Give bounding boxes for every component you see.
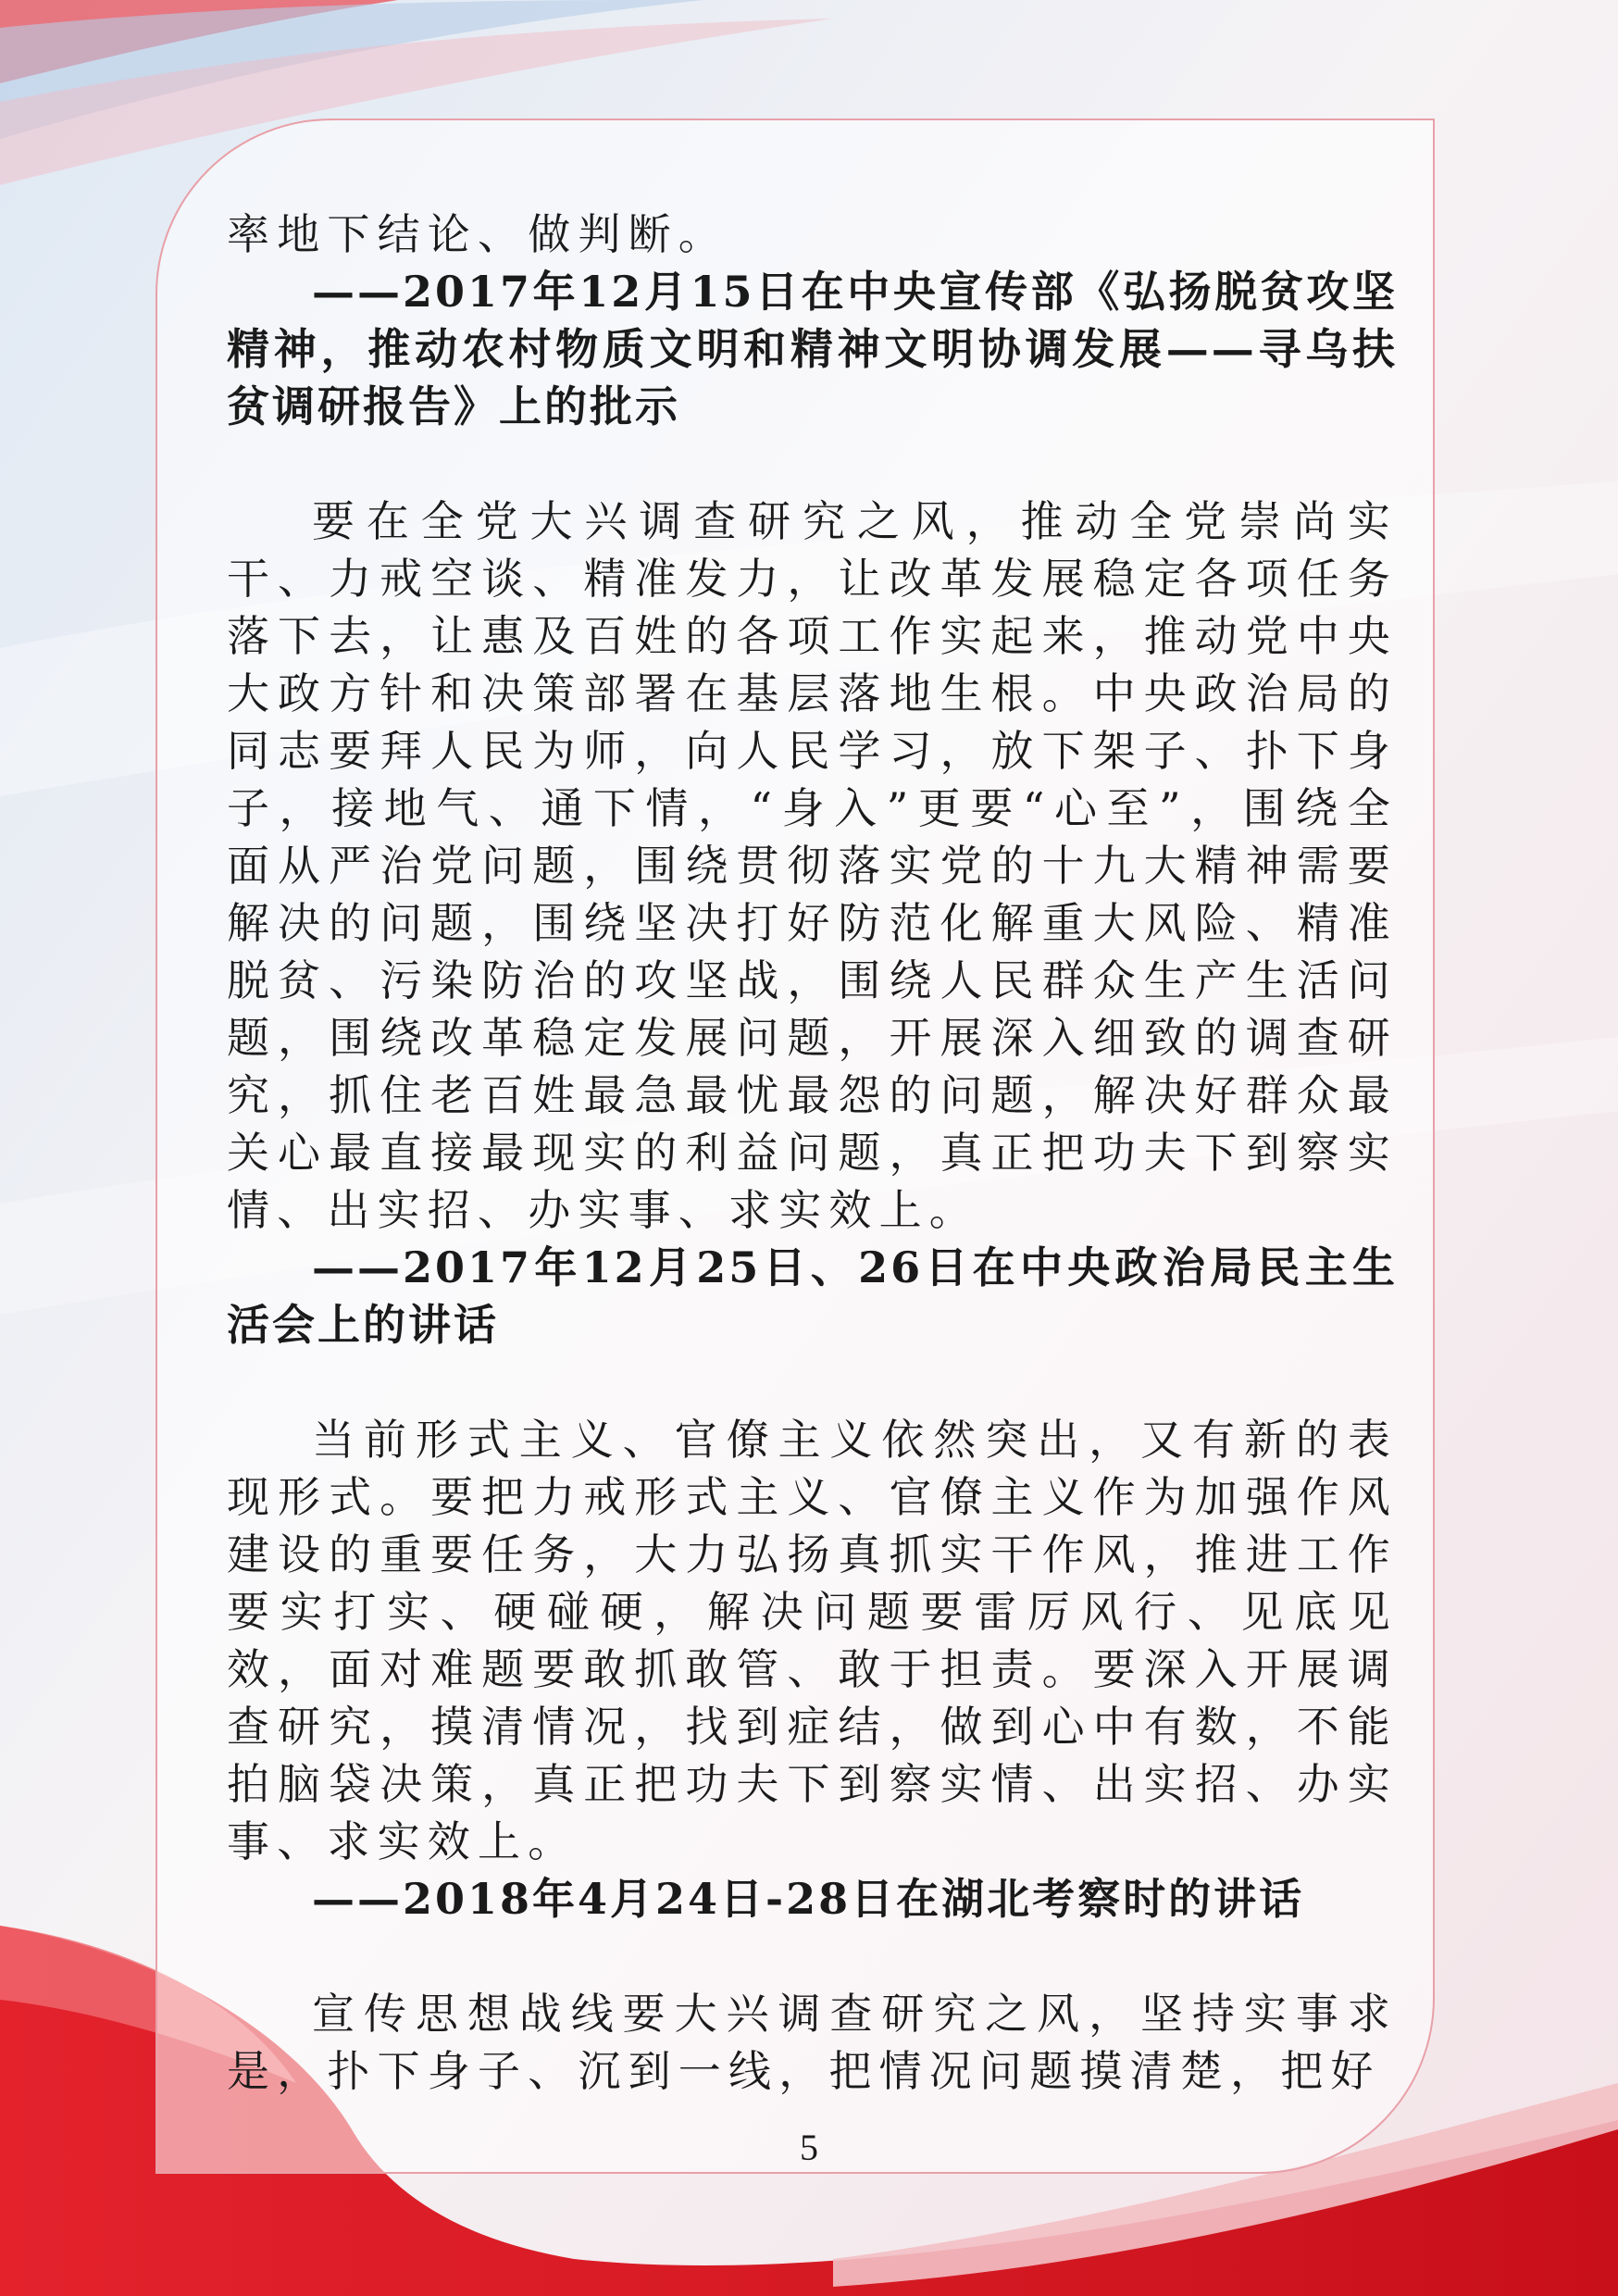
paragraph-gap	[227, 435, 1398, 493]
source-citation: ——2017年12月15日在中央宣传部《弘扬脱贫攻坚精神，推动农村物质文明和精神文明协调发展——寻乌扶贫调研报告》上的批示	[227, 267, 1398, 431]
page-number: 5	[800, 2127, 818, 2168]
source-citation: ——2018年4月24日-28日在湖北考察时的讲话	[312, 1874, 1305, 1924]
body-paragraph: 当前形式主义、官僚主义依然突出，又有新的表现形式。要把力戒形式主义、官僚主义作为加强作风建设的重要任务，大力弘扬真抓实干作风，推进工作要实打实、硬碰硬，解决问题要雷厉风行、见底见效，面对难题要敢抓敢管、敢于担责。要深入开展调查研究，摸清情况，找到症结，做到心中有数，不能拍脑袋决策，真正把功夫下到察实情、出实招、办实事、求实效上。	[227, 1415, 1398, 1866]
article-text	[227, 206, 1398, 2100]
body-paragraph: 宣传思想战线要大兴调查研究之风，坚持实事求是，扑下身子、沉到一线，把情况问题摸清楚，把好	[227, 1989, 1398, 2096]
body-paragraph: 要在全党大兴调查研究之风，推动全党崇尚实干、力戒空谈、精准发力，让改革发展稳定各项任务落下去，让惠及百姓的各项工作实起来，推动党中央大政方针和决策部署在基层落地生根。中央政治局的同志要拜人民为师，向人民学习，放下架子、扑下身子，接地气、通下情，“身入”更要“心至”，围绕全面从严治党问题，围绕贯彻落实党的十九大精神需要解决的问题，围绕坚决打好防范化解重大风险、精准脱贫、污染防治的攻坚战，围绕人民群众生产生活问题，围绕改革稳定发展问题，开展深入细致的调查研究，抓住老百姓最急最忧最怨的问题，解决好群众最关心最直接最现实的利益问题，真正把功夫下到察实情、出实招、办实事、求实效上。	[227, 496, 1398, 1235]
paragraph-gap	[227, 1928, 1398, 1985]
paragraph-gap	[227, 1354, 1398, 1411]
paragraph-continuation: 率地下结论、做判断。	[227, 209, 728, 259]
source-citation: ——2017年12月25日、26日在中央政治局民主生活会上的讲话	[227, 1242, 1398, 1350]
